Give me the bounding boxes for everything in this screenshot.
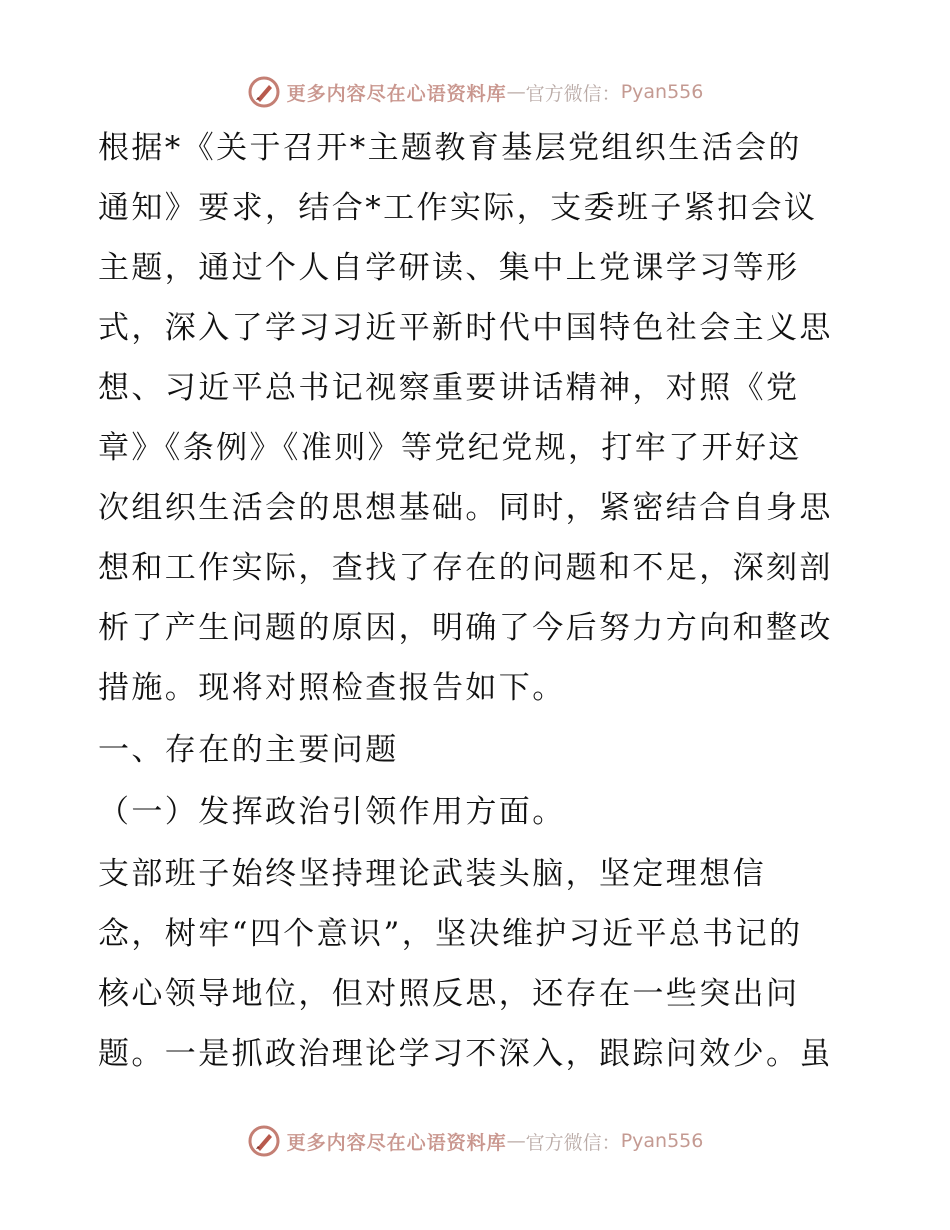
section-heading: 一、存在的主要问题 <box>98 732 399 768</box>
watermark-footer <box>0 1121 950 1161</box>
body-line: 支部班子始终坚持理论武装头脑，坚定理想信 <box>98 856 766 892</box>
intro-line: 想、习近平总书记视察重要讲话精神，对照《党 <box>98 370 800 406</box>
intro-line: 析了产生问题的原因，明确了今后努力方向和整改 <box>98 610 833 646</box>
watermark-header <box>0 72 950 112</box>
body-line: 核心领导地位，但对照反思，还存在一些突出问 <box>98 976 800 1012</box>
document-body <box>98 118 858 1084</box>
watermark-wechat-id: Pyan556 <box>620 81 704 103</box>
intro-line: 通知》要求，结合*工作实际，支委班子紧扣会议 <box>98 190 818 226</box>
pen-nib-icon <box>247 75 281 109</box>
watermark-label: 官方微信： <box>525 1131 621 1154</box>
pen-nib-icon <box>247 1124 281 1158</box>
body-line: 念，树牢“四个意识”，坚决维护习近平总书记的 <box>98 916 803 952</box>
intro-line: 式，深入了学习习近平新时代中国特色社会主义思 <box>98 310 833 346</box>
watermark-wechat-id: Pyan556 <box>620 1130 704 1152</box>
watermark-label: 官方微信： <box>525 82 621 105</box>
intro-line: 想和工作实际，查找了存在的问题和不足，深刻剖 <box>98 550 833 586</box>
watermark-separator: — <box>506 81 526 103</box>
intro-line: 措施。现将对照检查报告如下。 <box>98 670 566 706</box>
watermark-separator: — <box>506 1130 526 1152</box>
intro-line: 次组织生活会的思想基础。同时，紧密结合自身思 <box>98 490 833 526</box>
watermark-brand: 更多内容尽在心语资料库 <box>286 82 507 105</box>
intro-paragraph <box>98 118 858 718</box>
body-paragraph <box>98 844 858 1084</box>
body-line: 题。一是抓政治理论学习不深入，跟踪问效少。虽 <box>98 1036 833 1072</box>
intro-line: 主题，通过个人自学研读、集中上党课学习等形 <box>98 250 800 286</box>
intro-line: 章》《条例》《准则》等党纪党规，打牢了开好这 <box>98 430 802 466</box>
intro-line: 根据*《关于召开*主题教育基层党组织生活会的 <box>98 130 802 166</box>
subsection-heading: （一）发挥政治引领作用方面。 <box>98 794 566 830</box>
watermark-brand: 更多内容尽在心语资料库 <box>286 1131 507 1154</box>
